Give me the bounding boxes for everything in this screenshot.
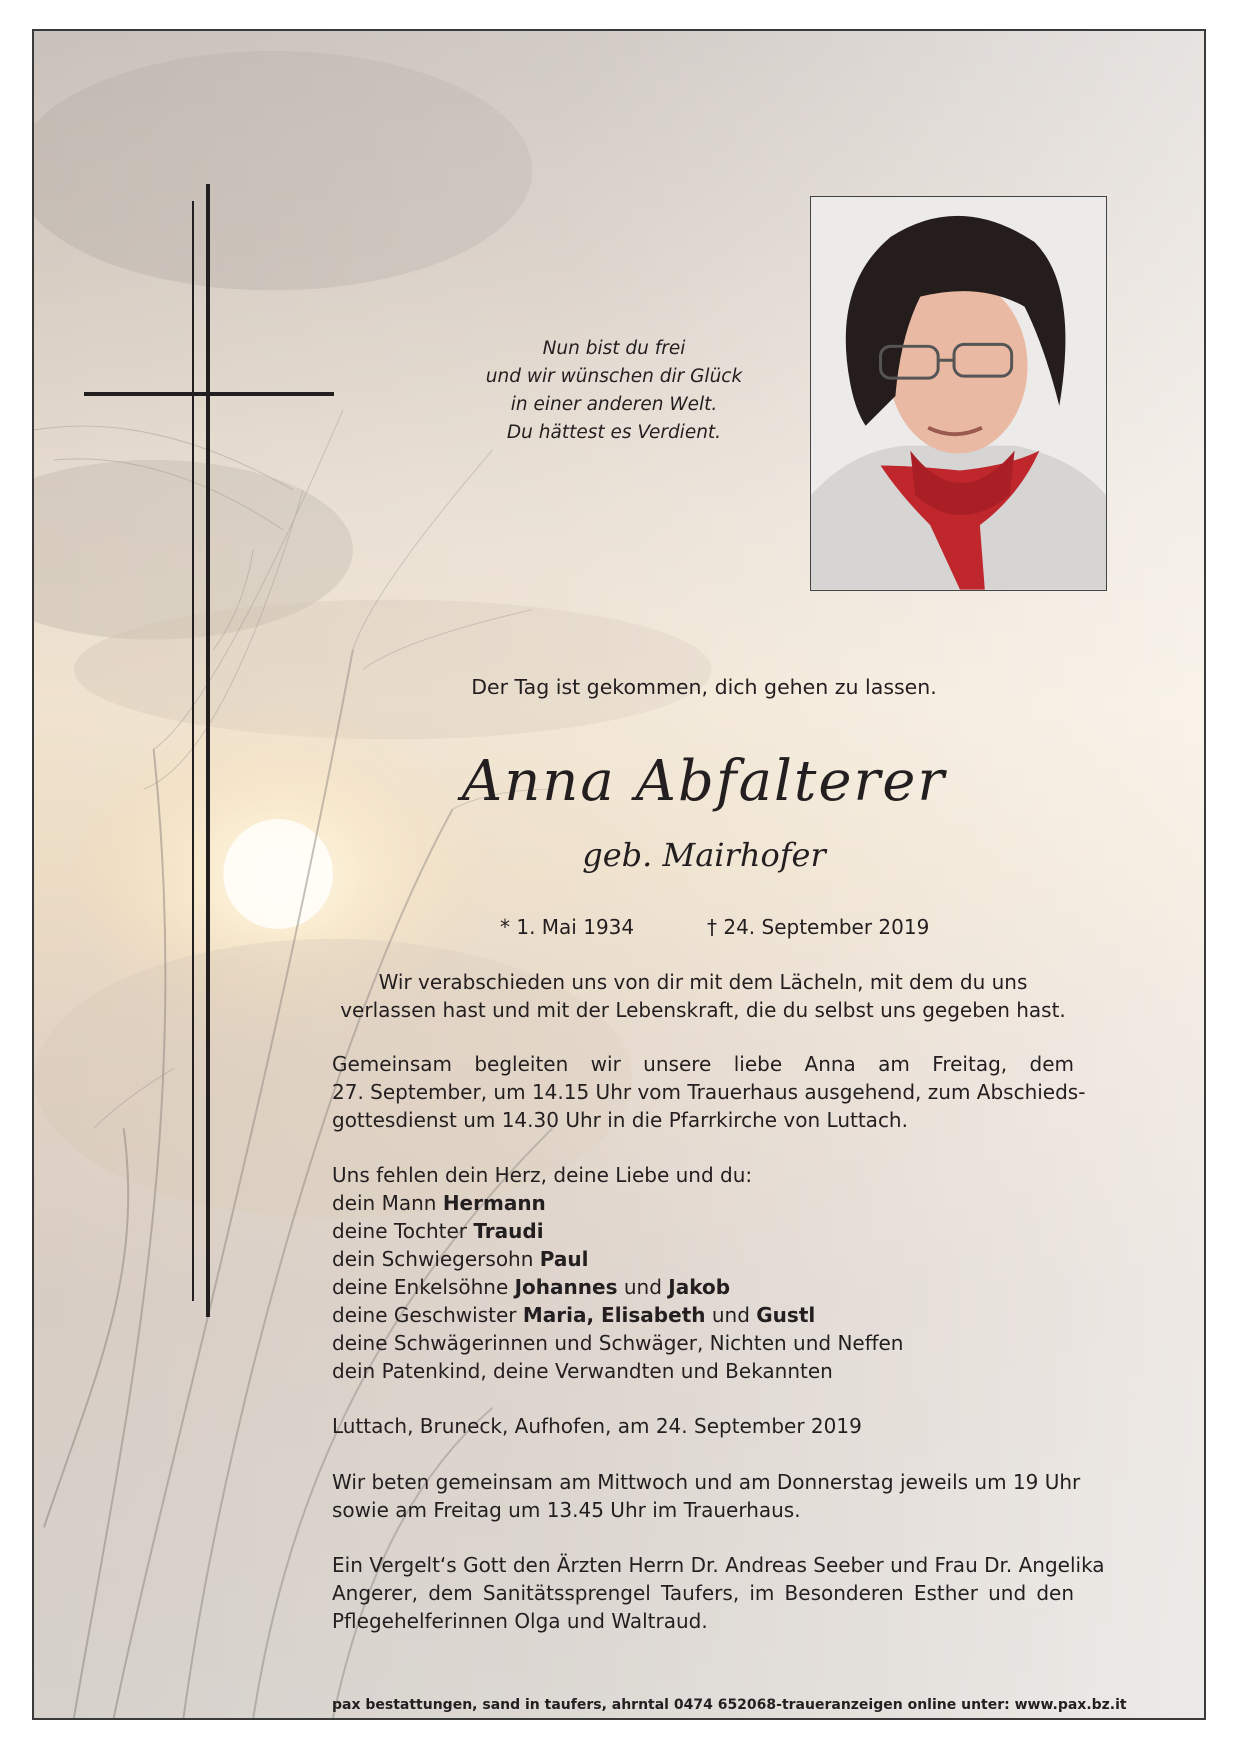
poem-line: und wir wünschen dir Glück xyxy=(485,366,743,387)
family-member-line xyxy=(332,1189,1074,1217)
conjunction: und xyxy=(623,1275,662,1299)
portrait-illustration xyxy=(811,197,1106,590)
member-name: Maria, Elisabeth xyxy=(522,1303,706,1327)
farewell-line: Wir verabschieden uns von dir mit dem Lächeln, mit dem du uns xyxy=(378,970,1028,994)
prayer-line: Wir beten gemeinsam am Mittwoch und am Donnerstag jeweils um 19 Uhr xyxy=(332,1470,1081,1494)
thanks-line: Angerer, dem Sanitätssprengel Taufers, im Besonderen Esther und den xyxy=(332,1581,1074,1605)
member-name: Johannes xyxy=(514,1275,618,1299)
family-member-line: dein Patenkind, deine Verwandten und Bekannten xyxy=(332,1359,833,1383)
place-date xyxy=(332,1412,1074,1440)
relation-label: dein Mann xyxy=(332,1191,437,1215)
relation-label: dein Schwiegersohn xyxy=(332,1247,534,1271)
thanks-line: Pflegehelferinnen Olga und Waltraud. xyxy=(332,1609,708,1633)
member-name: Paul xyxy=(539,1247,589,1271)
footer-contact: pax bestattungen, sand in taufers, ahrntal 0474 652068-traueranzeigen online unter: www.pax.bz.it xyxy=(332,1697,1127,1713)
family-member-line xyxy=(332,1273,1074,1301)
family-member-line xyxy=(332,1301,1074,1329)
family-member-line: deine Schwägerinnen und Schwäger, Nichten und Neffen xyxy=(332,1331,904,1355)
relation-label: deine Enkelsöhne xyxy=(332,1275,509,1299)
relation-label: deine Geschwister xyxy=(332,1303,517,1327)
farewell-line: verlassen hast und mit der Lebenskraft, die du selbst uns gegeben hast. xyxy=(340,998,1066,1022)
prayer-text xyxy=(332,1468,1081,1524)
poem-line: Nun bist du frei xyxy=(542,338,686,359)
funeral-line: gottesdienst um 14.30 Uhr in die Pfarrkirche von Luttach. xyxy=(332,1108,908,1132)
place-date-line: Luttach, Bruneck, Aufhofen, am 24. September 2019 xyxy=(332,1414,862,1438)
memorial-poem xyxy=(414,335,814,447)
poem-line: in einer anderen Welt. xyxy=(510,394,718,415)
cross-vertical-bar xyxy=(206,184,210,1317)
family-member-line xyxy=(332,1245,1074,1273)
obituary-frame xyxy=(32,29,1206,1720)
poem-line: Du hättest es Verdient. xyxy=(506,422,722,443)
funeral-line: Gemeinsam begleiten wir unsere liebe Anna am Freitag, dem xyxy=(332,1052,1074,1076)
intro-line: Der Tag ist gekommen, dich gehen zu lassen. xyxy=(471,675,937,699)
thanks-line: Ein Vergelt‘s Gott den Ärzten Herrn Dr. Andreas Seeber und Frau Dr. Angelika xyxy=(332,1553,1105,1577)
family-list xyxy=(332,1161,1074,1385)
member-name: Jakob xyxy=(668,1275,731,1299)
cross-thin-line xyxy=(192,201,194,1301)
birth-date: * 1. Mai 1934 xyxy=(500,915,635,939)
funeral-text xyxy=(332,1050,1086,1134)
member-name: Traudi xyxy=(473,1219,544,1243)
funeral-line: 27. September, um 14.15 Uhr vom Trauerhaus ausgehend, zum Abschieds- xyxy=(332,1080,1086,1104)
prayer-line: sowie am Freitag um 13.45 Uhr im Trauerhaus. xyxy=(332,1498,801,1522)
deceased-name: Anna Abfalterer xyxy=(461,749,947,814)
relation-label: deine Tochter xyxy=(332,1219,467,1243)
family-intro: Uns fehlen dein Herz, deine Liebe und du: xyxy=(332,1163,753,1187)
conjunction: und xyxy=(711,1303,750,1327)
maiden-name: geb. Mairhofer xyxy=(582,836,826,874)
farewell-text xyxy=(332,968,1074,1024)
family-member-line xyxy=(332,1217,1074,1245)
death-date: † 24. September 2019 xyxy=(707,915,930,939)
portrait-photo xyxy=(810,196,1107,591)
member-name: Gustl xyxy=(756,1303,816,1327)
cross-horizontal-bar xyxy=(84,392,334,396)
thanks-text xyxy=(332,1551,1105,1635)
member-name: Hermann xyxy=(442,1191,546,1215)
